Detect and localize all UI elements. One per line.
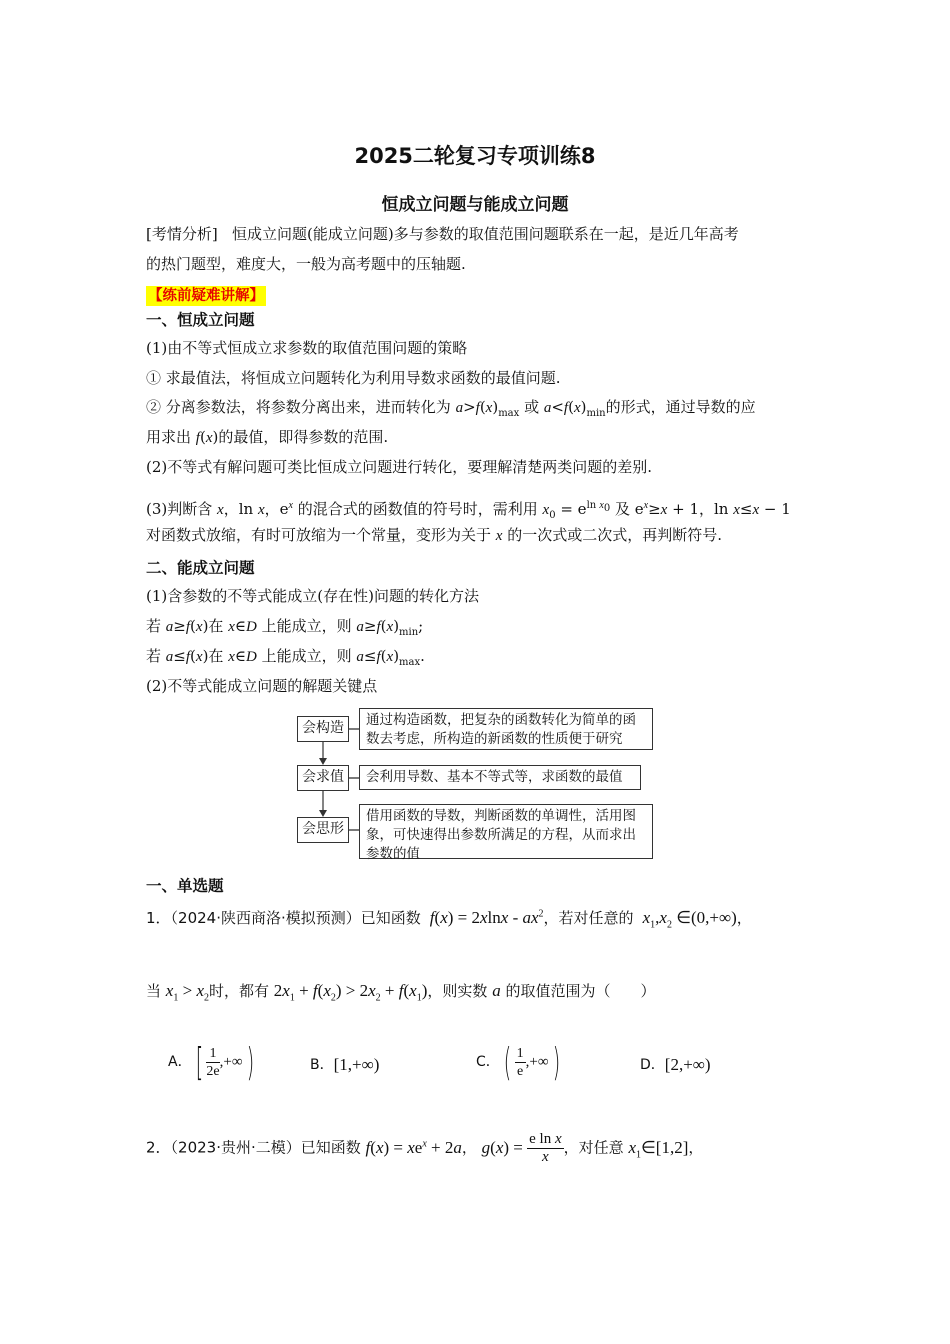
s2-p4: (2)不等式能成立问题的解题关键点: [146, 677, 378, 695]
s2-p3: 若 a≤f(x)在 x∈D 上能成立，则 $a\le f(x)_{max}$.: [146, 647, 425, 668]
q2-function-g: g(x) = $\frac{\text{e ln x}}{x}$: [481, 1131, 562, 1166]
section-1-heading: 一、恒成立问题: [146, 311, 255, 329]
step-1-label: 会构造: [297, 716, 349, 742]
s1-p5-cont: 对函数式放缩，有时可放缩为一个常量，变形为关于 x 的一次式或二次式，再判断符号.: [146, 526, 723, 544]
s1-p3: ② 分离参数法，将参数分离出来，进而转化为 $a>f(x)_{max}$ 或 $a<f(x)_{min}$的形式，通过导数的应: [146, 398, 756, 419]
section-3-heading: 一、单选题: [146, 877, 224, 895]
step-2-label: 会求值: [297, 765, 349, 791]
q1-option-d[interactable]: D．[2,+∞): [640, 1055, 711, 1074]
intro-line-1: [考情分析] 恒成立问题(能成立问题)多与参数的取值范围问题联系在一起，是近几年高考: [146, 225, 739, 243]
question-1-line-1: 1．（2024·陕西商洛·模拟预测）已知函数 $f(x) = 2xlnx - ax^2$，若对任意的 $x_1,x_2$ ∈(0,+∞)，: [146, 908, 752, 931]
question-2-line-1: 2．（2023·贵州·二模）已知函数 $f(x) = xe^x + 2a$， g(x) = $\frac{\text{e ln x}}{x}$ ，对任意 $x_1\in[1,2]$，: [146, 1131, 704, 1166]
q2-function-f: $f(x) = xe^x + 2a$: [365, 1137, 462, 1157]
s1-p3-cont: 用求出 f(x)的最值，即得参数的范围.: [146, 428, 389, 446]
s1-p1: (1)由不等式恒成立求参数的取值范围问题的策略: [146, 339, 468, 357]
q1-inequality: $2x_1 + f(x_2) > 2x_2 + f(x_1)$: [273, 981, 428, 1004]
page-subtitle: 恒成立问题与能成立问题: [381, 195, 569, 215]
step-1-text: 通过构造函数，把复杂的函数转化为简单的函数去考虑，所构造的新函数的性质便于研究: [359, 708, 653, 750]
intro-label: [考情分析]: [146, 225, 218, 243]
step-3-text: 借用函数的导数，判断函数的单调性，活用图象，可快速得出参数所满足的方程，从而求出参数的值: [359, 804, 653, 859]
section-2-heading: 二、能成立问题: [146, 559, 255, 577]
intro-line-2: 的热门题型，难度大，一般为高考题中的压轴题.: [146, 255, 466, 273]
s2-p1: (1)含参数的不等式能成立(存在性)问题的转化方法: [146, 587, 479, 605]
page-title: 2025二轮复习专项训练8: [354, 144, 596, 168]
s1-p5: (3)判断含 x，ln x，$e^x$ 的混合式的函数值的符号时，需利用 $x_0 = e^{ln x_0}$ 及 $e^x\ge x + 1$，ln x≤x − 1: [146, 500, 791, 521]
section-tag: 【练前疑难讲解】: [148, 288, 264, 304]
s1-p4: (2)不等式有解问题可类比恒成立问题进行转化，要理解清楚两类问题的差别.: [146, 458, 653, 476]
question-1-line-2: 当 $x_1 > x_2$时，都有 $2x_1 + f(x_2) > 2x_2 + f(x_1)$，则实数 a 的取值范围为（ ）: [146, 981, 656, 1004]
q1-domain: $x_1,x_2$ ∈(0,+∞): [642, 908, 737, 931]
step-2-text: 会利用导数、基本不等式等，求函数的最值: [359, 765, 641, 790]
q1-option-a[interactable]: A．[ $\frac{1}{2e}$ ,+∞): [168, 1040, 254, 1084]
q1-function: $f(x) = 2xlnx - ax^2$: [429, 908, 544, 927]
q1-option-b[interactable]: B．[1,+∞): [310, 1055, 380, 1074]
s1-p2: ① 求最值法，将恒成立问题转化为利用导数求函数的最值问题.: [146, 369, 561, 387]
step-3-label: 会思形: [297, 817, 349, 843]
s2-p2: 若 a≥f(x)在 x∈D 上能成立，则 $a\ge f(x)_{min}$;: [146, 617, 424, 638]
q1-option-c[interactable]: C．( $\frac{1}{e}$ ,+∞): [476, 1040, 560, 1084]
